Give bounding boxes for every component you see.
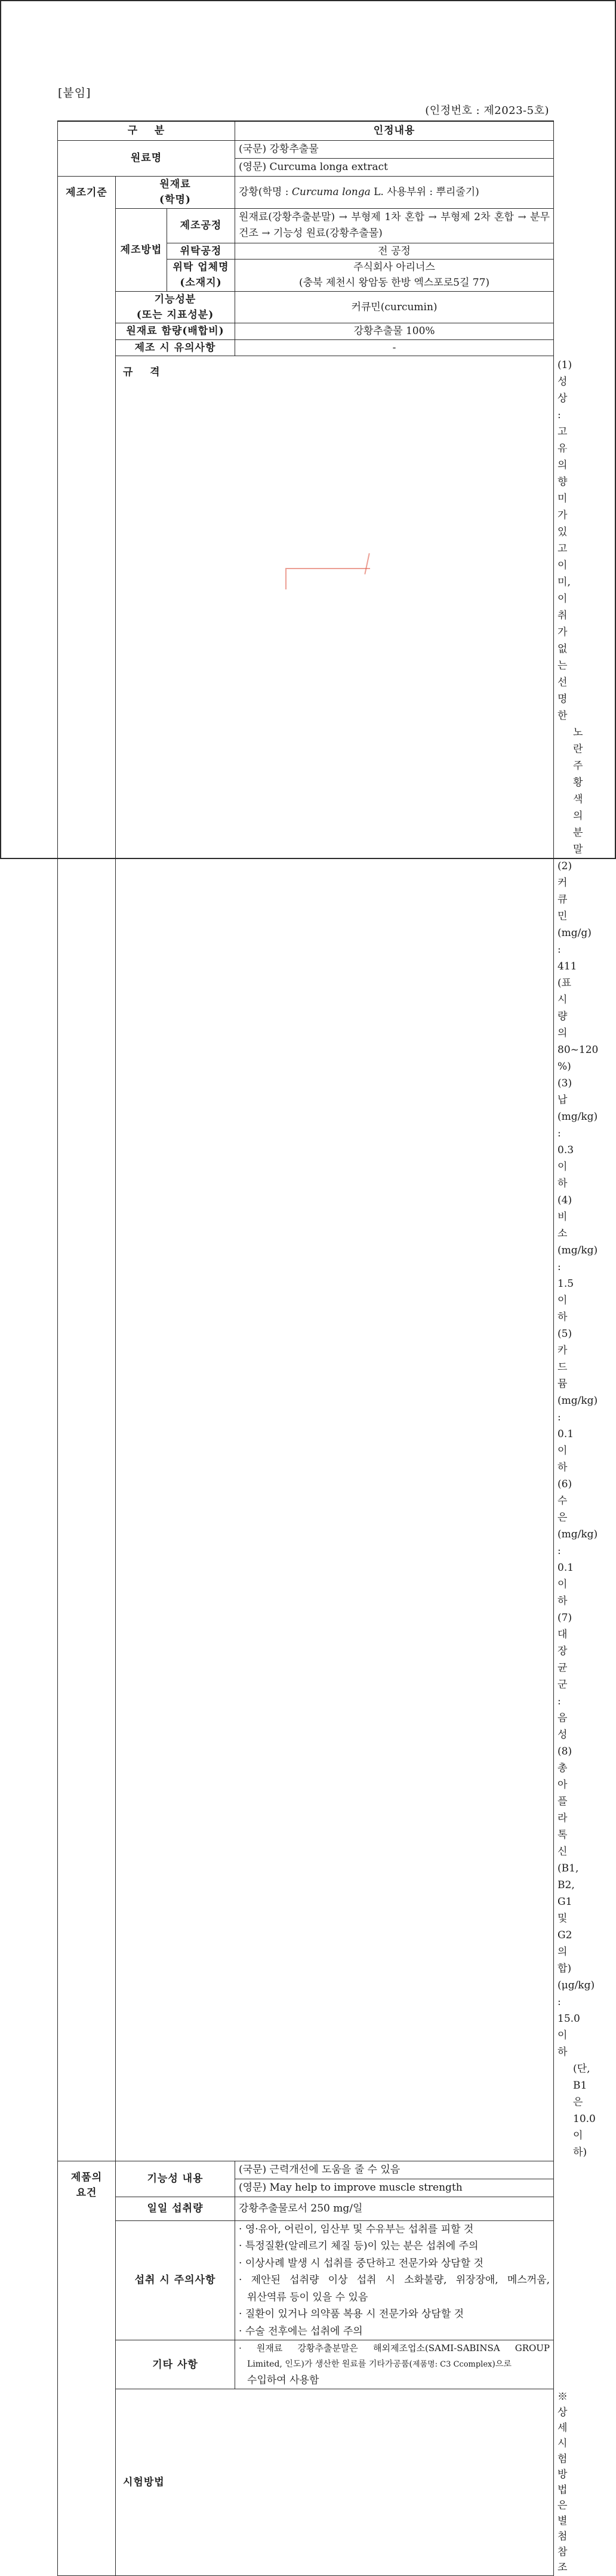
caution-item-6: · 수술 전후에는 섭취에 주의 [239, 2325, 363, 2337]
raw-material-label [116, 176, 235, 208]
raw-name-label: 원료명 [58, 140, 235, 176]
process-label: 제조공정 [167, 208, 235, 243]
other-row [58, 2340, 554, 2389]
table-header-row [58, 121, 554, 140]
function-en: (영문) May help to improve muscle strength [235, 2179, 554, 2197]
certification-table [57, 121, 599, 2576]
other-line-1: · 원재료 강황추출분말은 해외제조업소(SAMI-SABINSA GROUP [239, 2343, 550, 2353]
daily-intake-label: 일일 섭취량 [116, 2197, 235, 2220]
raw-material-prefix: 강황(학명 : [239, 186, 292, 198]
mfg-method-label: 제조방법 [116, 208, 167, 291]
header-category: 구 분 [58, 121, 235, 140]
functional-component-label [116, 291, 235, 323]
function-ko: (국문) 근력개선에 도움을 줄 수 있음 [235, 2161, 554, 2179]
function-label: 기능성 내용 [116, 2161, 235, 2197]
contractor-address: (충북 제천시 왕암동 한방 엑스포로5길 77) [298, 277, 490, 289]
caution-item-2: · 특정질환(알레르기 체질 등)이 있는 분은 섭취에 주의 [239, 2240, 479, 2252]
other-product-name: 제품명: C3 Ccomplex [412, 2360, 492, 2369]
contractor-label-1: 위탁 업체명 [173, 261, 229, 273]
test-method-row: 시험방법 ※ 상세 시험방법은 별첨 참조 [58, 2389, 554, 2576]
functional-component-label-1: 기능성분 [154, 293, 196, 305]
header-content: 인정내용 [235, 121, 554, 140]
caution-item-1: · 영·유아, 어린이, 임산부 및 수유부는 섭취를 피할 것 [239, 2223, 474, 2235]
scientific-name: Curcuma longa [291, 186, 371, 198]
contractor-value [235, 259, 554, 291]
spec-item-1b: 노란 주황색의 분말 [573, 726, 583, 855]
other-line-2c: )으로 [492, 2359, 512, 2369]
test-method-label: 시험방법 [116, 2389, 554, 2576]
intake-caution-list [235, 2220, 554, 2340]
attachment-label: [붙임] [58, 87, 91, 100]
mfg-caution-value: - [235, 339, 554, 356]
functional-component-label-2: (또는 지표성분) [136, 308, 214, 321]
caution-item-5: · 질환이 있거나 의약품 복용 시 전문가와 상담할 것 [239, 2308, 464, 2320]
mfg-caution-row [58, 339, 554, 356]
caution-item-3: · 이상사례 발생 시 섭취를 중단하고 전문가와 상담할 것 [239, 2257, 483, 2269]
functional-component-value: 커큐민(curcumin) [235, 291, 554, 323]
other-label: 기타 사항 [116, 2340, 235, 2389]
intake-caution-label: 섭취 시 주의사항 [116, 2220, 235, 2340]
raw-name-en: (영문) Curcuma longa extract [235, 158, 554, 176]
certification-number: (인정번호 : 제2023-5호) [425, 104, 549, 117]
content-ratio-row [58, 323, 554, 339]
contract-label: 위탁공정 [167, 243, 235, 259]
product-req-label-2: 요건 [76, 2186, 97, 2199]
raw-name-ko: (국문) 강황추출물 [235, 140, 554, 158]
process-value: 원재료(강황추출분말) → 부형제 1차 혼합 → 부형제 2차 혼합 → 분무건조 → 기능성 원료(강황추출물) [235, 208, 554, 243]
caution-item-4: · 제안된 섭취량 이상 섭취 시 소화불량, 위장장애, 메스꺼움, [239, 2274, 550, 2286]
product-req-label-1: 제품의 [70, 2171, 103, 2183]
functional-component-row [58, 291, 554, 323]
spec-row: 규 격 (1) 성상 : 고유의 향미가 있고 이미, 이취가 없는 선명한 노란 주황색의 분말 (2) 커큐민(mg/g) : 411 (표시량의 80~120 %) (3) 납(mg/kg) : 0.3 이하 (4) 비소(mg/kg) : 1.5 이하 (5) 카드뮴(mg/kg) : 0.1 이하 (6) 수은(mg/kg) : 0.1 이하 (7) 대장균군 : 음성 (8) 총 아플라톡신(B1, B2, G1 및 G2의 합)(μg/kg) : 15.0 이하 (단, B1은 10.0 이하) [58, 356, 554, 2161]
mfg-standard-label: 제조기준 [58, 176, 116, 2161]
content-ratio-value: 강황추출물 100% [235, 323, 554, 339]
mfg-caution-label: 제조 시 유의사항 [116, 339, 235, 356]
other-line-2 [239, 2356, 550, 2373]
spec-label: 규 격 [116, 356, 554, 2161]
product-req-label [58, 2161, 116, 2576]
daily-intake-row [58, 2197, 554, 2220]
contract-value: 전 공정 [235, 243, 554, 259]
function-ko-row [58, 2161, 554, 2179]
raw-material-row [58, 176, 554, 208]
process-row [58, 208, 554, 243]
other-line-3: 수입하여 사용함 [247, 2374, 319, 2386]
spec-item-8b: (단, B1은 10.0 이하) [573, 2062, 596, 2158]
raw-material-value [235, 176, 554, 208]
other-line-2a: Limited, 인도)가 생산한 원료를 기타가공품( [247, 2359, 412, 2369]
intake-caution-row [58, 2220, 554, 2340]
contractor-name: 주식회사 아리너스 [353, 261, 435, 273]
raw-material-label-2: (학명) [159, 194, 191, 206]
contractor-label-2: (소재지) [180, 277, 222, 289]
daily-intake-value: 강황추출물로서 250 mg/일 [235, 2197, 554, 2220]
content-ratio-label: 원재료 함량(배합비) [116, 323, 235, 339]
contractor-label [167, 259, 235, 291]
raw-material-suffix: L. 사용부위 : 뿌리줄기) [370, 186, 479, 198]
other-value [235, 2340, 554, 2389]
raw-material-label-1: 원재료 [159, 178, 191, 190]
raw-name-ko-row [58, 140, 554, 158]
caution-item-4b: 위산역류 등이 있을 수 있음 [247, 2291, 368, 2303]
